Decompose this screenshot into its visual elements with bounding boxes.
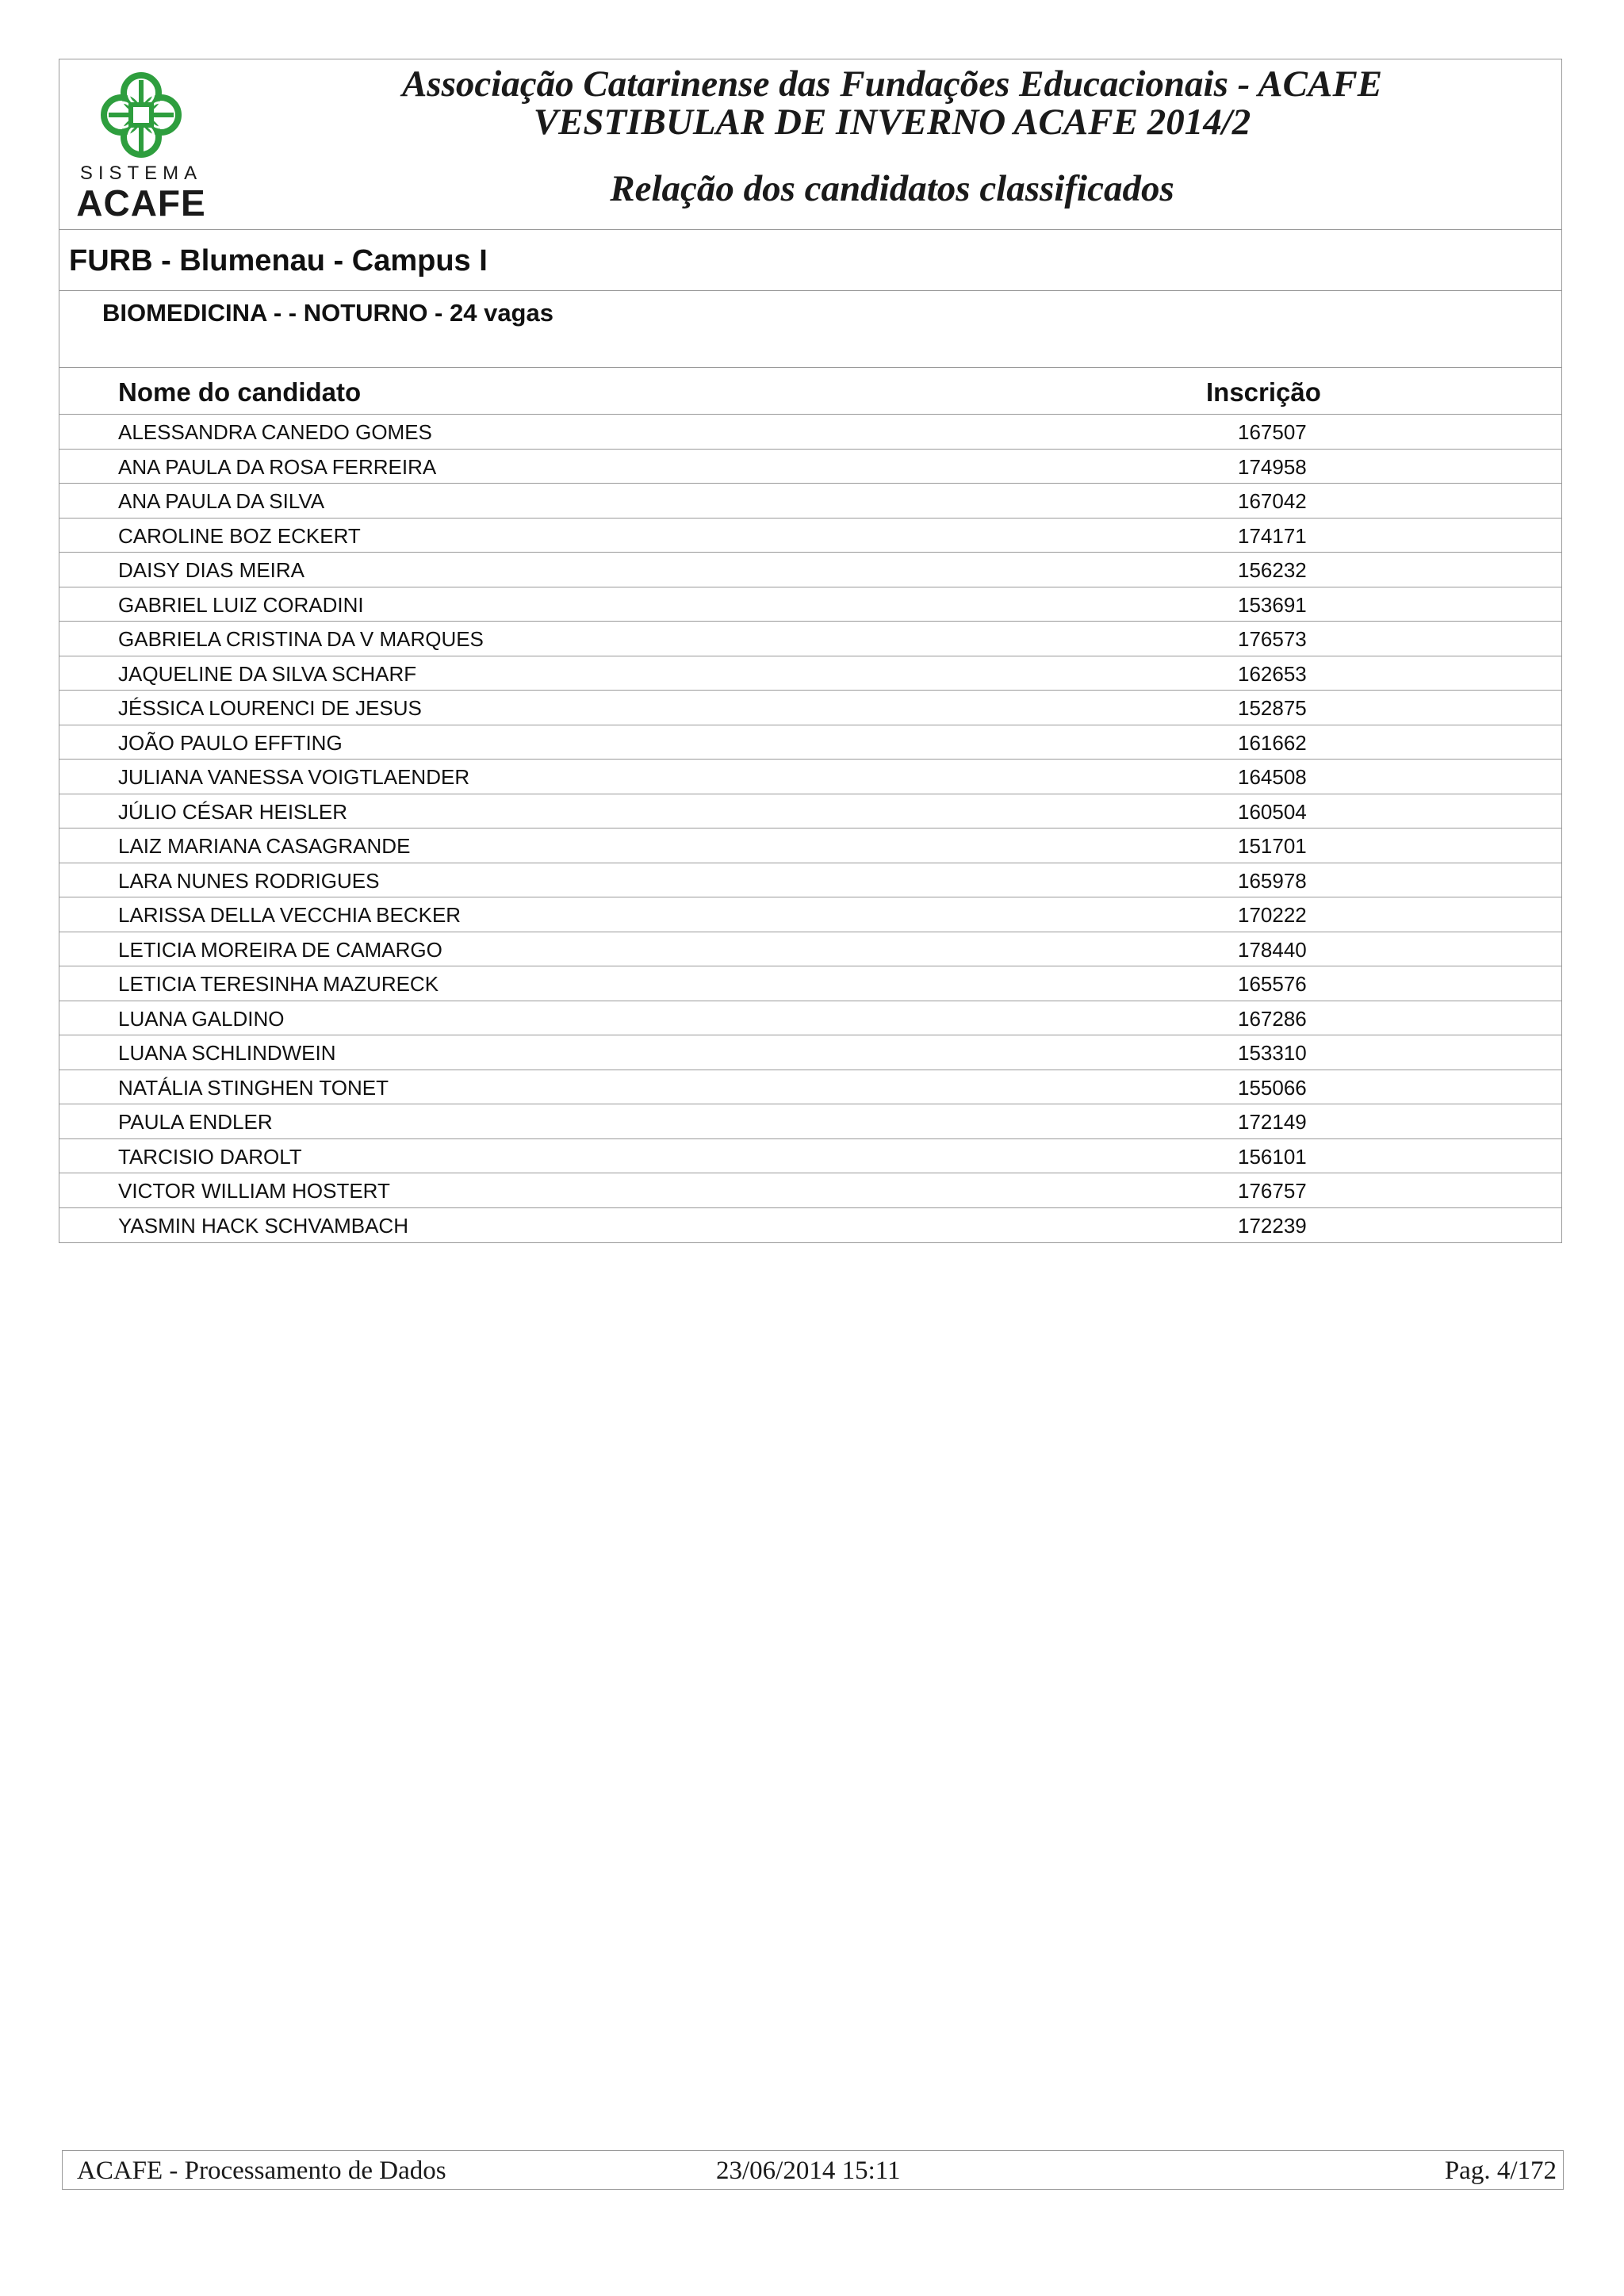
candidate-inscricao: 153691 (1238, 592, 1307, 617)
course-section (59, 291, 1561, 368)
table-row (59, 1070, 1561, 1105)
candidate-name: LAIZ MARIANA CASAGRANDE (118, 834, 411, 858)
candidate-inscricao: 176573 (1238, 627, 1307, 651)
table-row (59, 1139, 1561, 1174)
candidate-inscricao: 156232 (1238, 558, 1307, 582)
page-footer (62, 2150, 1564, 2190)
campus-title: FURB - Blumenau - Campus I (69, 244, 488, 277)
candidate-name: NATÁLIA STINGHEN TONET (118, 1075, 389, 1100)
candidate-name: PAULA ENDLER (118, 1110, 273, 1134)
candidate-inscricao: 164508 (1238, 765, 1307, 789)
header-exam-title: VESTIBULAR DE INVERNO ACAFE 2014/2 (533, 101, 1251, 143)
footer-page-number: Pag. 4/172 (1444, 2156, 1557, 2185)
candidate-name: CAROLINE BOZ ECKERT (118, 523, 361, 548)
candidate-name: LUANA SCHLINDWEIN (118, 1041, 336, 1065)
candidate-name: LETICIA MOREIRA DE CAMARGO (118, 937, 442, 962)
candidate-inscricao: 170222 (1238, 903, 1307, 927)
candidate-name: DAISY DIAS MEIRA (118, 558, 305, 582)
candidate-name: TARCISIO DAROLT (118, 1144, 302, 1169)
candidate-inscricao: 162653 (1238, 661, 1307, 686)
candidate-name: ALESSANDRA CANEDO GOMES (118, 420, 432, 444)
table-row (59, 828, 1561, 863)
candidate-name: ANA PAULA DA ROSA FERREIRA (118, 454, 437, 479)
candidate-name: JOÃO PAULO EFFTING (118, 730, 343, 755)
table-row (59, 966, 1561, 1001)
table-row (59, 794, 1561, 829)
footer-department: ACAFE - Processamento de Dados (77, 2156, 446, 2185)
table-row (59, 1173, 1561, 1208)
candidate-name: JAQUELINE DA SILVA SCHARF (118, 661, 417, 686)
candidate-inscricao: 151701 (1238, 834, 1307, 858)
candidate-name: GABRIEL LUIZ CORADINI (118, 592, 364, 617)
table-row (59, 932, 1561, 967)
document-frame (59, 59, 1562, 1243)
table-row (59, 622, 1561, 656)
candidate-name: LETICIA TERESINHA MAZURECK (118, 972, 439, 996)
candidate-inscricao: 172149 (1238, 1110, 1307, 1134)
table-row (59, 691, 1561, 725)
candidates-table-body (59, 415, 1561, 1242)
candidate-inscricao: 165978 (1238, 868, 1307, 893)
table-row (59, 553, 1561, 587)
candidate-name: LARISSA DELLA VECCHIA BECKER (118, 903, 462, 927)
candidate-inscricao: 167507 (1238, 420, 1307, 444)
candidate-inscricao: 161662 (1238, 730, 1307, 755)
candidate-name: JÉSSICA LOURENCI DE JESUS (118, 696, 422, 720)
candidate-name: ANA PAULA DA SILVA (118, 489, 325, 513)
candidate-inscricao: 178440 (1238, 937, 1307, 962)
candidate-inscricao: 156101 (1238, 1144, 1307, 1169)
column-header-inscricao: Inscrição (1206, 377, 1321, 407)
table-row (59, 897, 1561, 932)
table-row (59, 1208, 1561, 1243)
column-header-name: Nome do candidato (118, 377, 362, 407)
table-header (59, 368, 1561, 415)
candidate-inscricao: 167042 (1238, 489, 1307, 513)
table-row (59, 1001, 1561, 1036)
footer-timestamp: 23/06/2014 15:11 (716, 2156, 901, 2185)
candidate-inscricao: 153310 (1238, 1041, 1307, 1065)
candidate-name: JÚLIO CÉSAR HEISLER (118, 799, 347, 824)
candidate-name: LARA NUNES RODRIGUES (118, 868, 380, 893)
candidate-inscricao: 155066 (1238, 1075, 1307, 1100)
table-row (59, 587, 1561, 622)
logo-acafe-text: ACAFE (76, 182, 206, 224)
campus-section (59, 230, 1561, 291)
candidate-inscricao: 165576 (1238, 972, 1307, 996)
logo-sistema-text: SISTEMA (79, 163, 203, 184)
table-row (59, 656, 1561, 691)
table-row (59, 415, 1561, 450)
header-report-title: Relação dos candidatos classificados (610, 168, 1174, 209)
candidate-inscricao: 174958 (1238, 454, 1307, 479)
table-row (59, 1035, 1561, 1070)
acafe-logo (74, 69, 209, 224)
document-header (59, 59, 1561, 230)
candidate-name: VICTOR WILLIAM HOSTERT (118, 1179, 390, 1203)
candidate-name: GABRIELA CRISTINA DA V MARQUES (118, 627, 484, 651)
table-row (59, 725, 1561, 760)
candidate-inscricao: 172239 (1238, 1213, 1307, 1238)
candidate-inscricao: 152875 (1238, 696, 1307, 720)
table-row (59, 1104, 1561, 1139)
table-row (59, 863, 1561, 898)
candidate-name: YASMIN HACK SCHVAMBACH (118, 1213, 408, 1238)
candidate-inscricao: 160504 (1238, 799, 1307, 824)
candidate-inscricao: 167286 (1238, 1006, 1307, 1031)
candidate-name: LUANA GALDINO (118, 1006, 285, 1031)
table-row (59, 519, 1561, 553)
table-row (59, 484, 1561, 519)
course-title: BIOMEDICINA - - NOTURNO - 24 vagas (102, 299, 553, 327)
table-row (59, 450, 1561, 484)
candidate-name: JULIANA VANESSA VOIGTLAENDER (118, 765, 470, 789)
table-row (59, 760, 1561, 794)
candidate-inscricao: 176757 (1238, 1179, 1307, 1203)
header-organization-title: Associação Catarinense das Fundações Educacionais - ACAFE (401, 63, 1383, 105)
clover-logo-icon (98, 69, 185, 163)
candidate-inscricao: 174171 (1238, 523, 1307, 548)
